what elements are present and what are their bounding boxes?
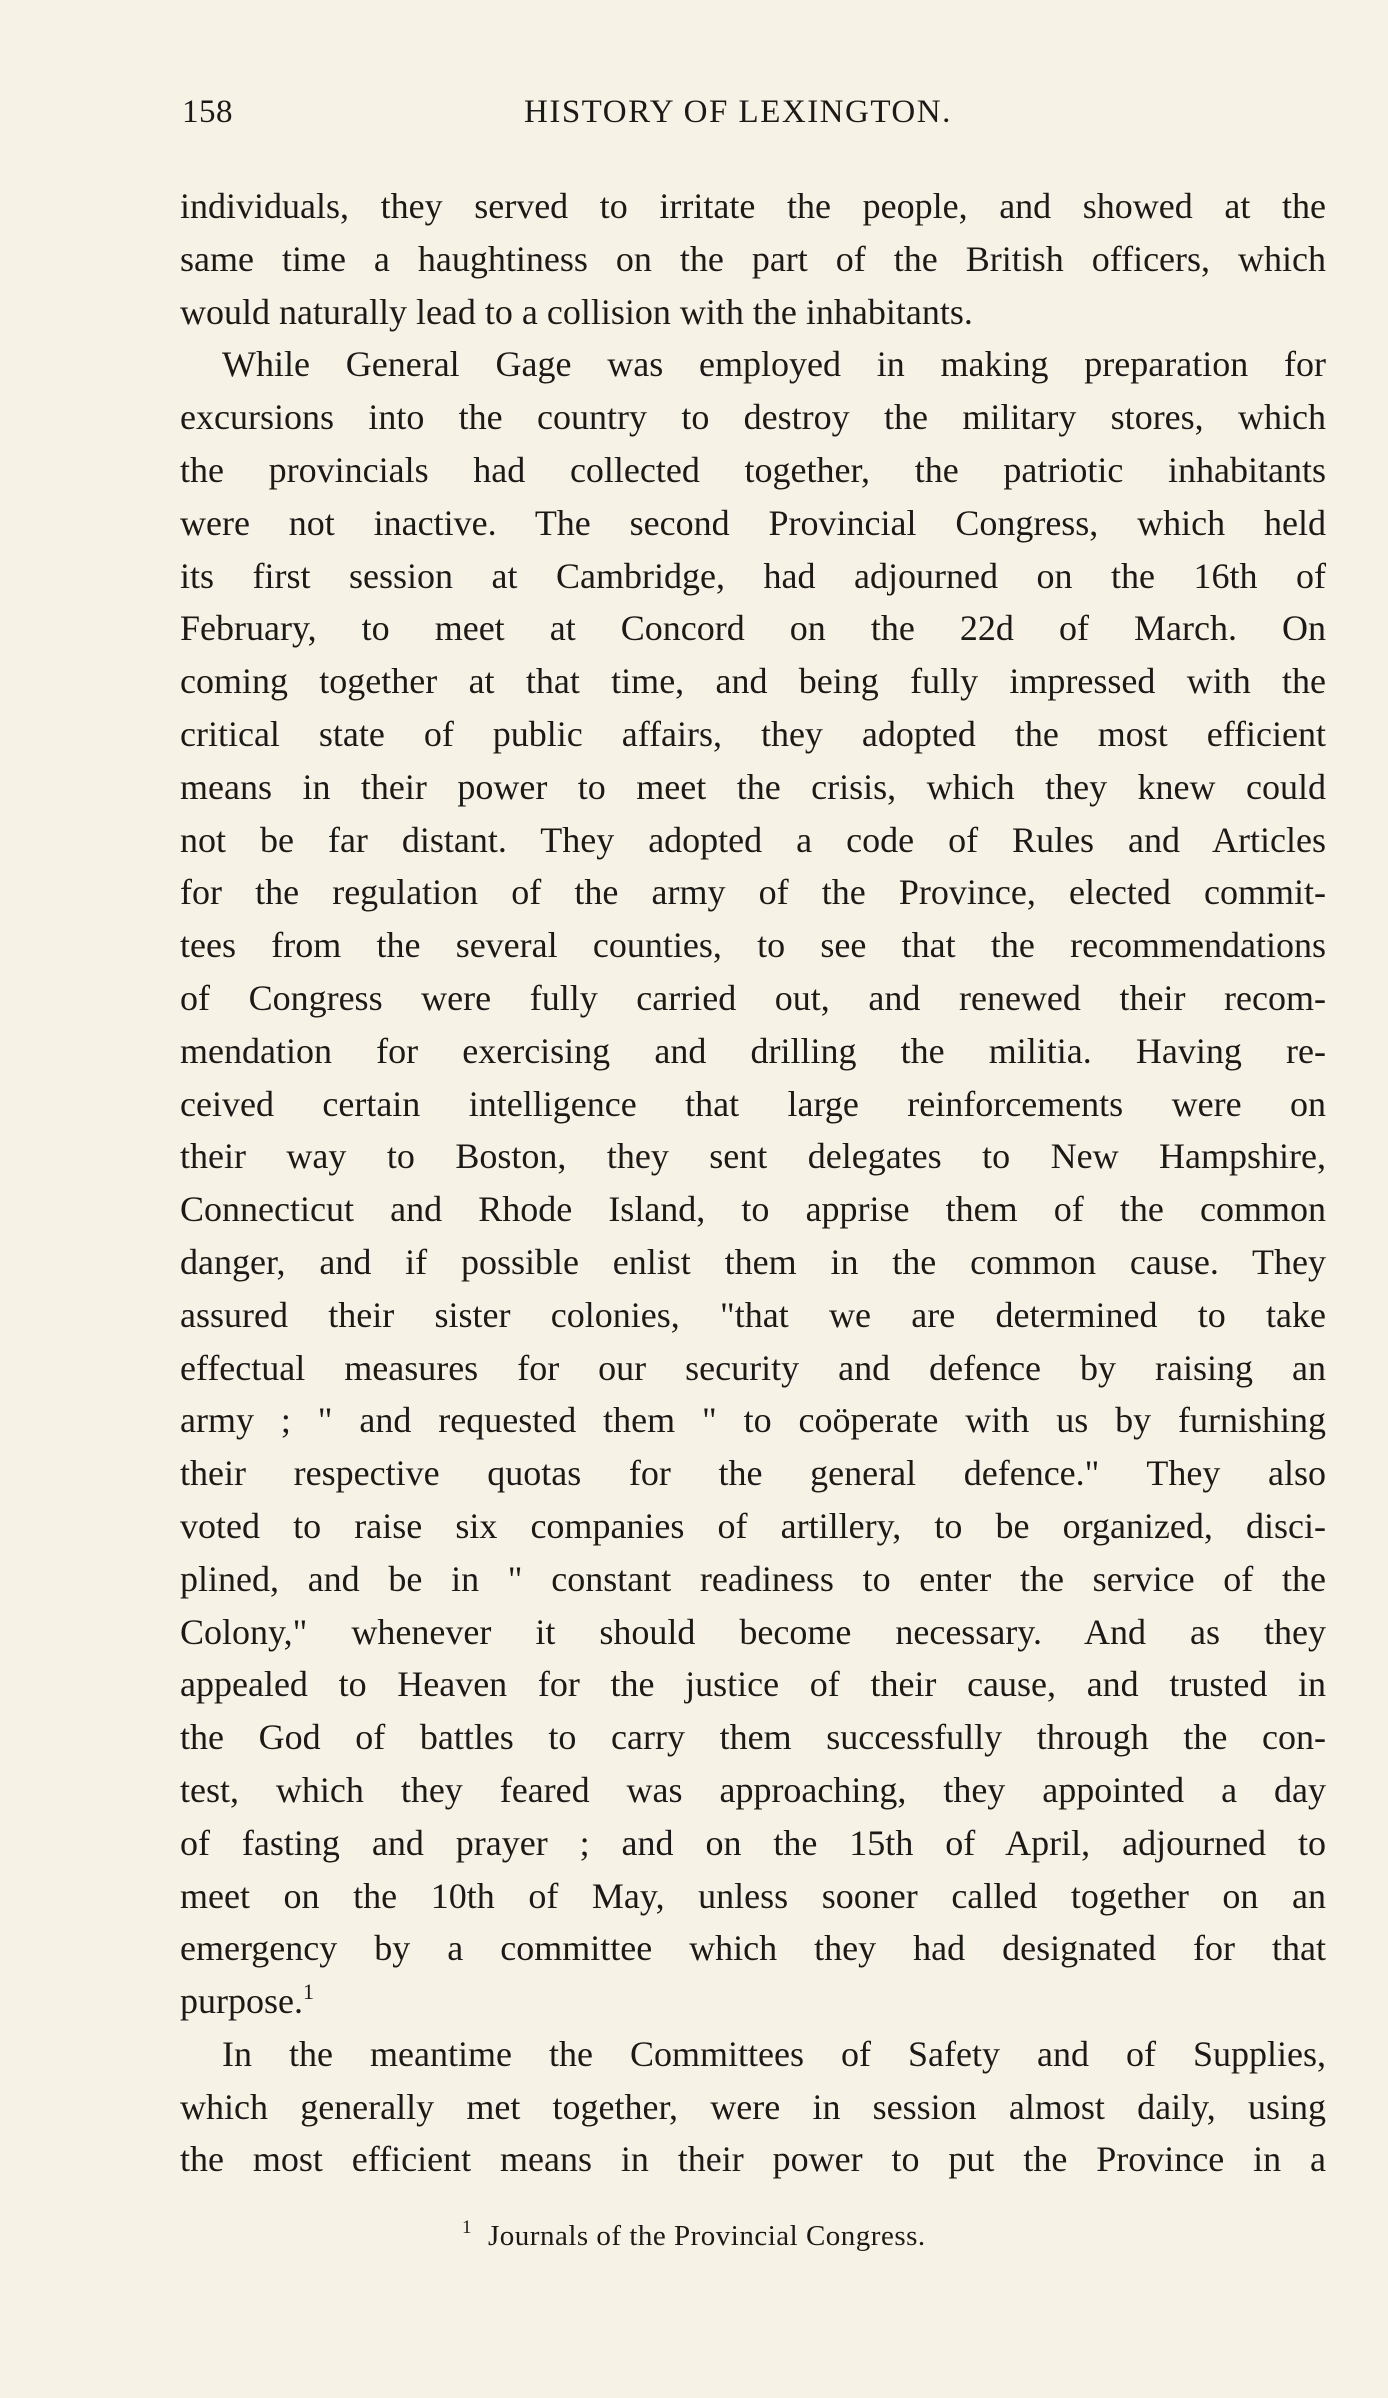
text-line: February, to meet at Concord on the 22d of March. On bbox=[180, 608, 1326, 649]
text-line: tees from the several counties, to see that the recommendations bbox=[180, 925, 1326, 966]
page-number: 158 bbox=[182, 94, 233, 130]
text-line: ceived certain intelligence that large reinforcements were on bbox=[180, 1083, 1326, 1124]
text-line: its first session at Cambridge, had adjourned on the 16th of bbox=[180, 555, 1326, 596]
text-line: the God of battles to carry them successfully through the con- bbox=[180, 1717, 1326, 1758]
text-line: which generally met together, were in session almost daily, using bbox=[180, 2086, 1326, 2127]
footnote-reference: 1 bbox=[302, 1979, 314, 2005]
text-line: of Congress were fully carried out, and renewed their recom- bbox=[180, 977, 1326, 1018]
text-line: appealed to Heaven for the justice of their cause, and trusted in bbox=[180, 1664, 1326, 1705]
text-line: means in their power to meet the crisis, which they knew could bbox=[180, 766, 1326, 807]
text-line: same time a haughtiness on the part of the British officers, which bbox=[180, 238, 1326, 279]
text-line: critical state of public affairs, they adopted the most efficient bbox=[180, 713, 1326, 754]
text-line: In the meantime the Committees of Safety and of Supplies, bbox=[222, 2033, 1326, 2074]
text-line bbox=[180, 1975, 1326, 2028]
text-line: their way to Boston, they sent delegates to New Hampshire, bbox=[180, 1136, 1326, 1177]
text-line: of fasting and prayer ; and on the 15th of April, adjourned to bbox=[180, 1822, 1326, 1863]
text-line: army ; " and requested them " to coöperate with us by furnishing bbox=[180, 1400, 1326, 1441]
text-line: mendation for exercising and drilling the militia. Having re- bbox=[180, 1030, 1326, 1071]
text-line: would naturally lead to a collision with the inhabitants. bbox=[180, 291, 973, 332]
text-line: test, which they feared was approaching, they appointed a day bbox=[180, 1769, 1326, 1810]
running-head: HISTORY OF LEXINGTON. bbox=[524, 94, 952, 130]
footnote-text: Journals of the Provincial Congress. bbox=[488, 2220, 926, 2252]
text-line: Colony," whenever it should become necessary. And as they bbox=[180, 1611, 1326, 1652]
text-line: excursions into the country to destroy the military stores, which bbox=[180, 397, 1326, 438]
footnote bbox=[462, 2218, 926, 2254]
text-line: the most efficient means in their power to put the Province in a bbox=[180, 2139, 1326, 2180]
text-line: individuals, they served to irritate the people, and showed at the bbox=[180, 186, 1326, 226]
text-line: While General Gage was employed in making preparation for bbox=[222, 344, 1326, 385]
footnote-mark: 1 bbox=[462, 2217, 472, 2238]
text-line: danger, and if possible enlist them in the common cause. They bbox=[180, 1241, 1326, 1282]
text-line: voted to raise six companies of artillery, to be organized, disci- bbox=[180, 1505, 1326, 1546]
text-line: for the regulation of the army of the Province, elected commit- bbox=[180, 872, 1326, 913]
text-line: the provincials had collected together, the patriotic inhabitants bbox=[180, 449, 1326, 490]
text-line: effectual measures for our security and defence by raising an bbox=[180, 1347, 1326, 1388]
text-line-content: purpose. bbox=[180, 1981, 303, 2022]
text-line: assured their sister colonies, "that we are determined to take bbox=[180, 1294, 1326, 1335]
text-line: their respective quotas for the general defence." They also bbox=[180, 1453, 1326, 1494]
text-line: were not inactive. The second Provincial Congress, which held bbox=[180, 502, 1326, 543]
text-line: emergency by a committee which they had designated for that bbox=[180, 1928, 1326, 1969]
text-line: not be far distant. They adopted a code of Rules and Articles bbox=[180, 819, 1326, 860]
page-header bbox=[182, 94, 1322, 144]
body-text bbox=[180, 180, 1326, 2186]
text-line: Connecticut and Rhode Island, to apprise them of the common bbox=[180, 1189, 1326, 1230]
text-line: plined, and be in " constant readiness to enter the service of the bbox=[180, 1558, 1326, 1599]
text-line: coming together at that time, and being fully impressed with the bbox=[180, 661, 1326, 702]
text-line: meet on the 10th of May, unless sooner called together on an bbox=[180, 1875, 1326, 1916]
